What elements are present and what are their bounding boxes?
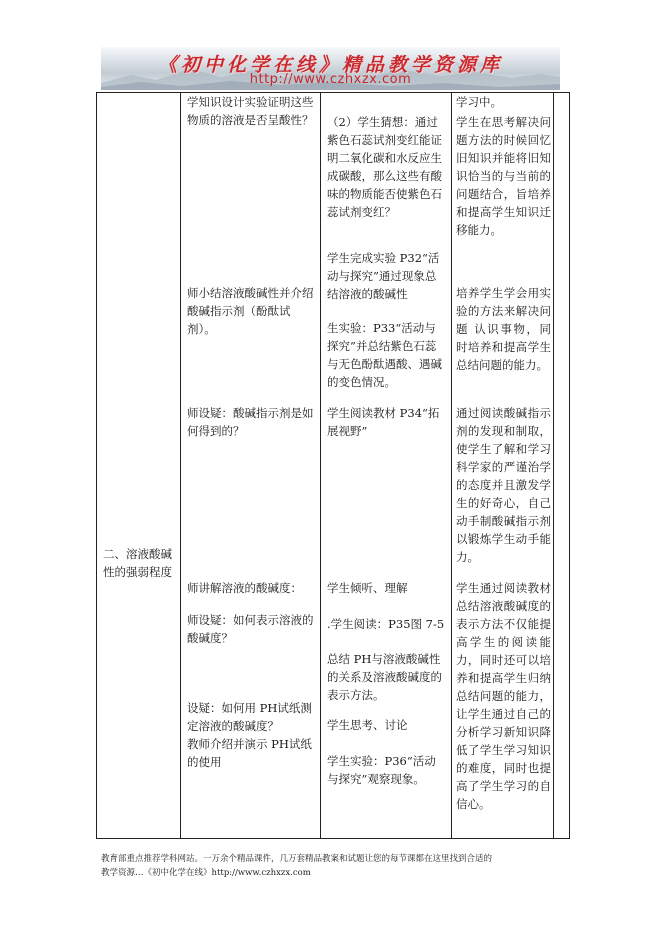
empty-margin-cell bbox=[554, 93, 570, 839]
teacher-text: 师设疑：如何表示溶液的酸碱度？ bbox=[187, 613, 314, 645]
teacher-text: 师讲解溶液的酸碱度： bbox=[187, 581, 302, 595]
intent-text: 学生通过阅读教材总结溶液酸碱度的表示方法不仅能提高学生的阅读能力，同时还可以培养和提高学生归纳总结问题的能力，让学生通过自己的分析学习新知识降低了学生学习知识的难度，同时也提高了学生学习的自信心。 bbox=[456, 581, 551, 811]
intent-text: 学习中。 bbox=[456, 95, 502, 109]
banner-title: 《初中化学在线》精品教学资源库 bbox=[157, 54, 503, 76]
teacher-text: 设疑：如何用 PH试纸测定溶液的酸碱度？ bbox=[187, 701, 312, 733]
student-text: 学生完成实验 P32“活动与探究”通过现象总结溶液的酸碱性 bbox=[327, 251, 440, 301]
student-text: 学生思考、讨论 bbox=[327, 718, 408, 732]
teacher-text: 教师介绍并演示 PH试纸的使用 bbox=[187, 737, 312, 769]
student-text: 总结 PH与溶液酸碱性的关系及溶液酸碱度的表示方法。 bbox=[327, 652, 442, 702]
table-row bbox=[97, 93, 570, 839]
site-banner bbox=[101, 47, 560, 90]
student-text: 学生倾听、理解 bbox=[327, 581, 408, 595]
student-text: 学生实验：P36“活动与探究”观察现象。 bbox=[327, 754, 436, 786]
section-cell bbox=[97, 93, 181, 839]
teacher-activity-cell bbox=[181, 93, 321, 839]
student-text: 学生阅读教材 P34“拓展视野” bbox=[327, 406, 440, 438]
student-text: （2）学生猜想：通过紫色石蕊试剂变红能证明二氧化碳和水反应生成碳酸，那么这些有酸味的物质能否使紫色石蕊试剂变红？ bbox=[327, 115, 442, 219]
student-text: .学生阅读：P35图 7-5 bbox=[327, 617, 445, 631]
section-title: 二、溶液酸碱性的强弱程度 bbox=[103, 547, 172, 579]
banner-url-link[interactable]: http://www.czhxzx.com bbox=[249, 72, 412, 87]
intent-text: 培养学生学会用实验的方法来解决问题 认识事物，同时培养和提高学生总结问题的能力。 bbox=[456, 286, 551, 372]
intent-text: 通过阅读酸碱指示剂的发现和制取，使学生了解和学习科学家的严谨治学的态度并且激发学生的好奇心，自己动手制酸碱指示剂以锻炼学生动手能力。 bbox=[456, 406, 551, 564]
lesson-plan-table bbox=[96, 92, 570, 839]
footer-line-2 bbox=[101, 866, 571, 880]
teacher-text: 师设疑：酸碱指示剂是如何得到的？ bbox=[187, 406, 314, 438]
footer-link[interactable]: http://www.czhxzx.com bbox=[211, 868, 311, 878]
footer-text: 教学资源…《初中化学在线》 bbox=[101, 868, 212, 878]
design-intent-cell bbox=[452, 93, 554, 839]
student-activity-cell bbox=[321, 93, 452, 839]
teacher-text: 学知识设计实验证明这些物质的溶液是否呈酸性？ bbox=[187, 95, 314, 127]
footer-line: 教育部重点推荐学科网站。一万余个精品课件，几万套精品教案和试题让您的每节课都在这里找到合适的 bbox=[101, 854, 493, 864]
student-text: 生实验：P33“活动与探究”并总结紫色石蕊与无色酚酞遇酸、遇碱的变色情况。 bbox=[327, 321, 442, 389]
page-footer bbox=[101, 852, 571, 880]
teacher-text: 师小结溶液酸碱性并介绍酸碱指示剂（酚酞试剂）。 bbox=[187, 286, 314, 336]
intent-text: 学生在思考解决问题方法的时候回忆旧知识并能将旧知识恰当的与当前的问题结合，旨培养和提高学生知识迁移能力。 bbox=[456, 115, 551, 237]
